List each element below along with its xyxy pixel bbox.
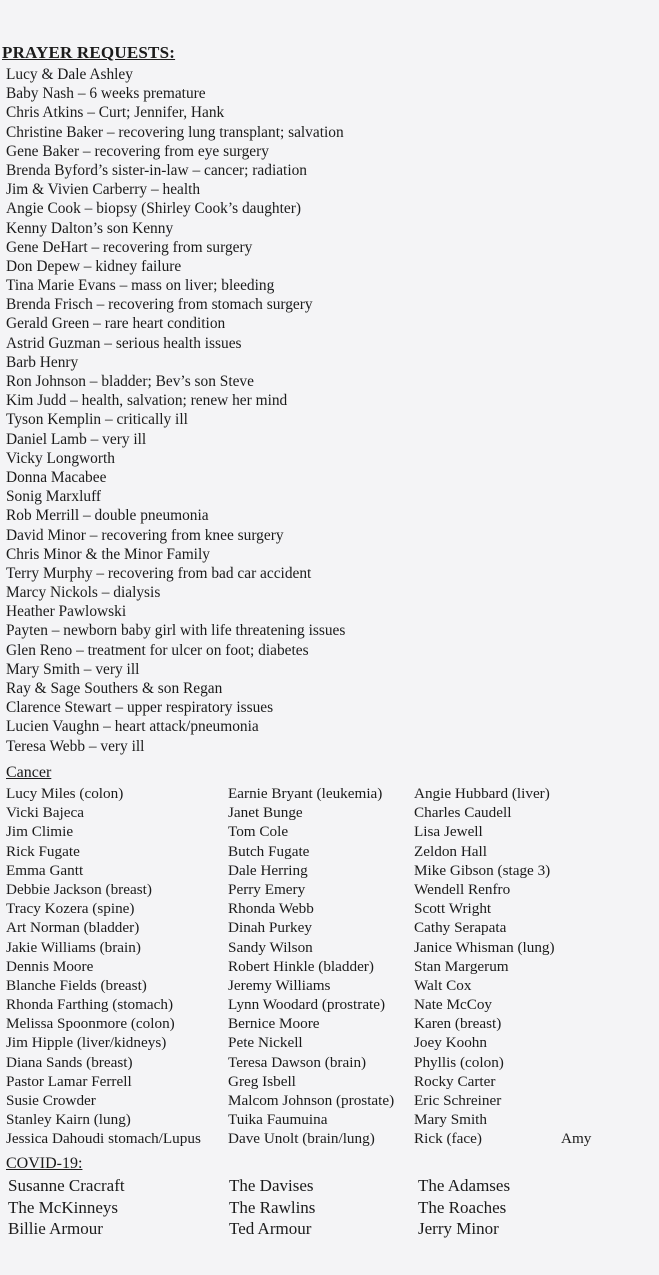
list-item: Gene DeHart – recovering from surgery: [6, 238, 253, 256]
list-item: David Minor – recovering from knee surgery: [6, 526, 284, 544]
list-item: Daniel Lamb – very ill: [6, 430, 147, 448]
cancer-name: Jakie Williams (brain): [6, 938, 141, 956]
cancer-name: Rocky Carter: [414, 1072, 496, 1090]
cancer-name: Mike Gibson (stage 3): [414, 861, 551, 879]
cancer-name: Lucy Miles (colon): [6, 785, 124, 802]
list-item: Gene Baker – recovering from eye surgery: [6, 142, 269, 160]
list-item: Kenny Dalton’s son Kenny: [6, 219, 174, 237]
covid-name: The Rawlins: [229, 1197, 316, 1217]
cancer-name: Jeremy Williams: [228, 976, 331, 994]
cancer-name: Wendell Renfro: [414, 880, 511, 898]
cancer-name: Amy: [561, 1130, 592, 1148]
cancer-name: Jessica Dahoudi stomach/Lupus: [6, 1130, 201, 1148]
list-item: Jim & Vivien Carberry – health: [6, 181, 201, 199]
cancer-name: Dave Unolt (brain/lung): [228, 1130, 375, 1148]
list-item: Christine Baker – recovering lung transplant; salvation: [6, 123, 344, 141]
cancer-heading: Cancer: [6, 764, 52, 781]
list-item: Chris Atkins – Curt; Jennifer, Hank: [6, 104, 225, 122]
covid-name: Billie Armour: [8, 1219, 103, 1238]
cancer-name: Debbie Jackson (breast): [6, 880, 152, 898]
prayer-request-list: [6, 65, 345, 756]
list-item: Baby Nash – 6 weeks premature: [6, 85, 206, 103]
cancer-name: Tuika Faumuina: [228, 1111, 328, 1129]
covid-name: The Davises: [229, 1176, 314, 1195]
list-item: Glen Reno – treatment for ulcer on foot; diabetes: [6, 641, 309, 659]
cancer-name: Melissa Spoonmore (colon): [6, 1015, 175, 1033]
cancer-name: Robert Hinkle (bladder): [228, 957, 374, 975]
cancer-name: Lisa Jewell: [414, 823, 483, 841]
list-item: Gerald Green – rare heart condition: [6, 315, 226, 333]
cancer-name: Greg Isbell: [228, 1072, 296, 1090]
covid-name: The Adamses: [418, 1176, 511, 1195]
list-item: Lucy & Dale Ashley: [6, 66, 133, 83]
cancer-name: Pete Nickell: [228, 1034, 303, 1052]
cancer-name: Charles Caudell: [414, 804, 512, 822]
covid-name: The McKinneys: [8, 1197, 119, 1217]
cancer-name: Diana Sands (breast): [6, 1053, 133, 1071]
list-item: Heather Pawlowski: [6, 603, 127, 621]
cancer-name: Phyllis (colon): [414, 1053, 504, 1071]
list-item: Teresa Webb – very ill: [6, 737, 145, 755]
cancer-name: Stanley Kairn (lung): [6, 1111, 131, 1129]
cancer-name: Tracy Kozera (spine): [6, 900, 135, 918]
cancer-name: Zeldon Hall: [414, 842, 487, 860]
covid-heading: COVID-19:: [6, 1155, 83, 1172]
cancer-name: Walt Cox: [414, 976, 472, 994]
cancer-name: Cathy Serapata: [414, 919, 507, 937]
cancer-name: Rhonda Webb: [228, 900, 314, 918]
list-item: Rob Merrill – double pneumonia: [6, 507, 209, 525]
covid-name: The Roaches: [418, 1197, 507, 1217]
list-item: Vicky Longworth: [6, 449, 115, 467]
list-item: Marcy Nickols – dialysis: [6, 584, 161, 602]
cancer-name: Butch Fugate: [228, 842, 310, 860]
cancer-name: Janet Bunge: [228, 804, 303, 822]
cancer-name: Vicki Bajeca: [6, 804, 84, 822]
list-item: Donna Macabee: [6, 468, 107, 486]
cancer-name: Lynn Woodard (prostrate): [228, 996, 386, 1014]
cancer-name: Sandy Wilson: [228, 938, 313, 956]
list-item: Payten – newborn baby girl with life threatening issues: [6, 622, 346, 640]
list-item: Ray & Sage Southers & son Regan: [6, 680, 223, 697]
cancer-name: Blanche Fields (breast): [6, 976, 147, 994]
cancer-name: Jim Climie: [6, 823, 74, 841]
covid-name: Susanne Cracraft: [8, 1176, 125, 1195]
list-item: Lucien Vaughn – heart attack/pneumonia: [6, 718, 259, 736]
cancer-name: Janice Whisman (lung): [414, 938, 555, 956]
cancer-name: Mary Smith: [414, 1111, 487, 1129]
list-item: Kim Judd – health, salvation; renew her mind: [6, 392, 288, 410]
cancer-name: Angie Hubbard (liver): [414, 785, 550, 802]
cancer-name: Eric Schreiner: [414, 1092, 502, 1109]
cancer-name: Dinah Purkey: [228, 919, 312, 937]
cancer-name: Karen (breast): [414, 1015, 502, 1033]
list-item: Brenda Frisch – recovering from stomach surgery: [6, 296, 313, 314]
list-item: Ron Johnson – bladder; Bev’s son Steve: [6, 373, 254, 390]
cancer-name: Jim Hipple (liver/kidneys): [6, 1034, 167, 1052]
list-item: Tyson Kemplin – critically ill: [6, 411, 188, 429]
list-item: Terry Murphy – recovering from bad car accident: [6, 564, 312, 582]
list-item: Clarence Stewart – upper respiratory issues: [6, 699, 274, 717]
list-item: Brenda Byford’s sister-in-law – cancer; radiation: [6, 161, 307, 179]
cancer-name: Stan Margerum: [414, 957, 509, 975]
cancer-name: Malcom Johnson (prostate): [228, 1092, 395, 1109]
cancer-name: Tom Cole: [228, 823, 289, 841]
cancer-name: Dennis Moore: [6, 957, 94, 975]
list-item: Mary Smith – very ill: [6, 660, 140, 678]
cancer-name: Susie Crowder: [6, 1092, 96, 1109]
list-item: Angie Cook – biopsy (Shirley Cook’s daughter): [6, 200, 301, 218]
covid-name: Jerry Minor: [418, 1219, 499, 1238]
list-item: Sonig Marxluff: [6, 488, 102, 506]
cancer-name: Nate McCoy: [414, 996, 493, 1014]
cancer-name: Joey Koohn: [414, 1034, 487, 1052]
cancer-name: Rhonda Farthing (stomach): [6, 996, 174, 1014]
cancer-name: Rick Fugate: [6, 842, 80, 860]
cancer-name: Rick (face): [414, 1130, 482, 1148]
cancer-name: Pastor Lamar Ferrell: [6, 1072, 132, 1090]
covid-name: Ted Armour: [229, 1219, 312, 1238]
list-item: Don Depew – kidney failure: [6, 257, 182, 275]
cancer-name: Earnie Bryant (leukemia): [228, 785, 383, 802]
prayer-requests-title: PRAYER REQUESTS:: [2, 43, 176, 62]
cancer-name: Dale Herring: [228, 861, 308, 879]
list-item: Astrid Guzman – serious health issues: [6, 334, 242, 352]
cancer-name: Bernice Moore: [228, 1015, 320, 1033]
list-item: Tina Marie Evans – mass on liver; bleeding: [6, 277, 275, 295]
cancer-name: Art Norman (bladder): [6, 919, 140, 937]
list-item: Barb Henry: [6, 353, 79, 371]
list-item: Chris Minor & the Minor Family: [6, 545, 210, 563]
cancer-name: Emma Gantt: [6, 861, 84, 879]
cancer-name: Teresa Dawson (brain): [228, 1053, 367, 1071]
cancer-name: Perry Emery: [228, 880, 306, 898]
cancer-name: Scott Wright: [414, 900, 492, 918]
